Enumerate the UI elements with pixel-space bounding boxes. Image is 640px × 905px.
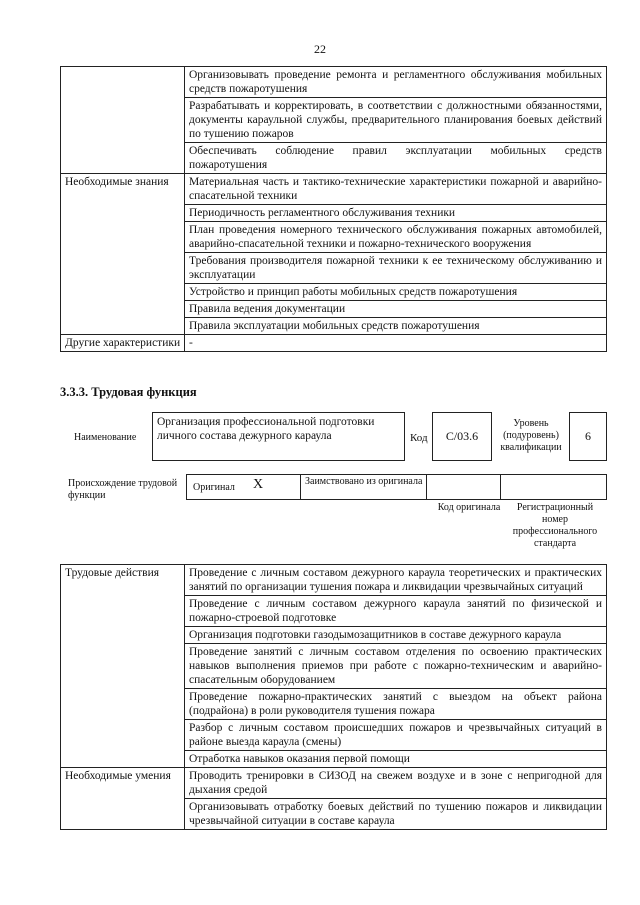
row-item: Требования производителя пожарной техники к ее техническому обслуживанию и эксплуатации <box>185 253 607 284</box>
skills-knowledge-table <box>60 66 607 352</box>
level-field: 6 <box>569 412 607 461</box>
original-label: Оригинал <box>193 482 235 493</box>
table-row <box>61 335 607 352</box>
reg-number-label: Регистрационный номер профессионального стандарта <box>512 502 598 549</box>
row-item: Проведение с личным составом дежурного караула теоретических и практических занятий по организации тушения пожара и ликвидации чрезвычайных ситуаций <box>185 565 607 596</box>
row-item: Разрабатывать и корректировать, в соответствии с должностными обязанностями, документы караульной службы, предварительного планирования боевых действий по тушению пожаров <box>185 98 607 143</box>
original-cell <box>187 475 301 499</box>
table-row <box>61 565 607 596</box>
code-label: Код <box>410 432 428 444</box>
table-row <box>61 174 607 205</box>
borrowed-cell <box>301 475 427 499</box>
borrowed-label: Заимствовано из оригинала <box>305 476 423 487</box>
row-item: Проведение пожарно-практических занятий с выездом на объект района (подрайона) в роли руководителя тушения пожара <box>185 689 607 720</box>
name-label: Наименование <box>74 432 137 443</box>
row-item: Организовывать проведение ремонта и регламентного обслуживания мобильных средств пожаротушения <box>185 67 607 98</box>
row-item: Устройство и принцип работы мобильных средств пожаротушения <box>185 284 607 301</box>
function-name-field: Организация профессиональной подготовки личного состава дежурного караула <box>152 412 405 461</box>
row-item: - <box>185 335 607 352</box>
row-item: Разбор с личным составом происшедших пожаров и чрезвычайных ситуаций в районе выезда караула (смены) <box>185 720 607 751</box>
row-label <box>61 67 185 174</box>
section-heading: 3.3.3. Трудовая функция <box>60 385 197 399</box>
orig-code-label: Код оригинала <box>437 502 501 513</box>
row-item: Обеспечивать соблюдение правил эксплуатации мобильных средств пожаротушения <box>185 143 607 174</box>
row-item: План проведения номерного технического обслуживания пожарных автомобилей, аварийно-спасательной техники и пожарно-технического вооружения <box>185 222 607 253</box>
origin-row <box>186 474 607 500</box>
row-item: Периодичность регламентного обслуживания техники <box>185 205 607 222</box>
table-row <box>61 768 607 799</box>
row-label: Необходимые знания <box>61 174 185 335</box>
original-mark: X <box>253 477 264 492</box>
reg-number-cell <box>501 475 606 499</box>
page-number: 22 <box>314 42 326 56</box>
level-label: Уровень (подуровень) квалификации <box>500 418 562 453</box>
row-item: Правила ведения документации <box>185 301 607 318</box>
row-item: Правила эксплуатации мобильных средств пожаротушения <box>185 318 607 335</box>
row-label: Необходимые умения <box>61 768 185 830</box>
function-code-field: С/03.6 <box>432 412 492 461</box>
row-item: Организация подготовки газодымозащитников в составе дежурного караула <box>185 627 607 644</box>
orig-code-cell <box>427 475 501 499</box>
row-label: Другие характеристики <box>61 335 185 352</box>
row-item: Отработка навыков оказания первой помощи <box>185 751 607 768</box>
labor-actions-table <box>60 564 607 830</box>
row-label: Трудовые действия <box>61 565 185 768</box>
row-item: Организовывать отработку боевых действий по тушению пожаров и ликвидации чрезвычайной ситуации в составе караула <box>185 799 607 830</box>
row-item: Проводить тренировки в СИЗОД на свежем воздухе и в зоне с непригодной для дыхания средой <box>185 768 607 799</box>
table-row <box>61 67 607 98</box>
row-item: Проведение с личным составом дежурного караула занятий по физической и пожарно-строевой подготовке <box>185 596 607 627</box>
row-item: Проведение занятий с личным составом отделения по освоению практических навыков выполнения приемов при работе с пожарно-техническим и аварийно-спасательным оборудованием <box>185 644 607 689</box>
row-item: Материальная часть и тактико-технические характеристики пожарной и аварийно-спасательной техники <box>185 174 607 205</box>
origin-label: Происхождение трудовой функции <box>68 478 178 501</box>
